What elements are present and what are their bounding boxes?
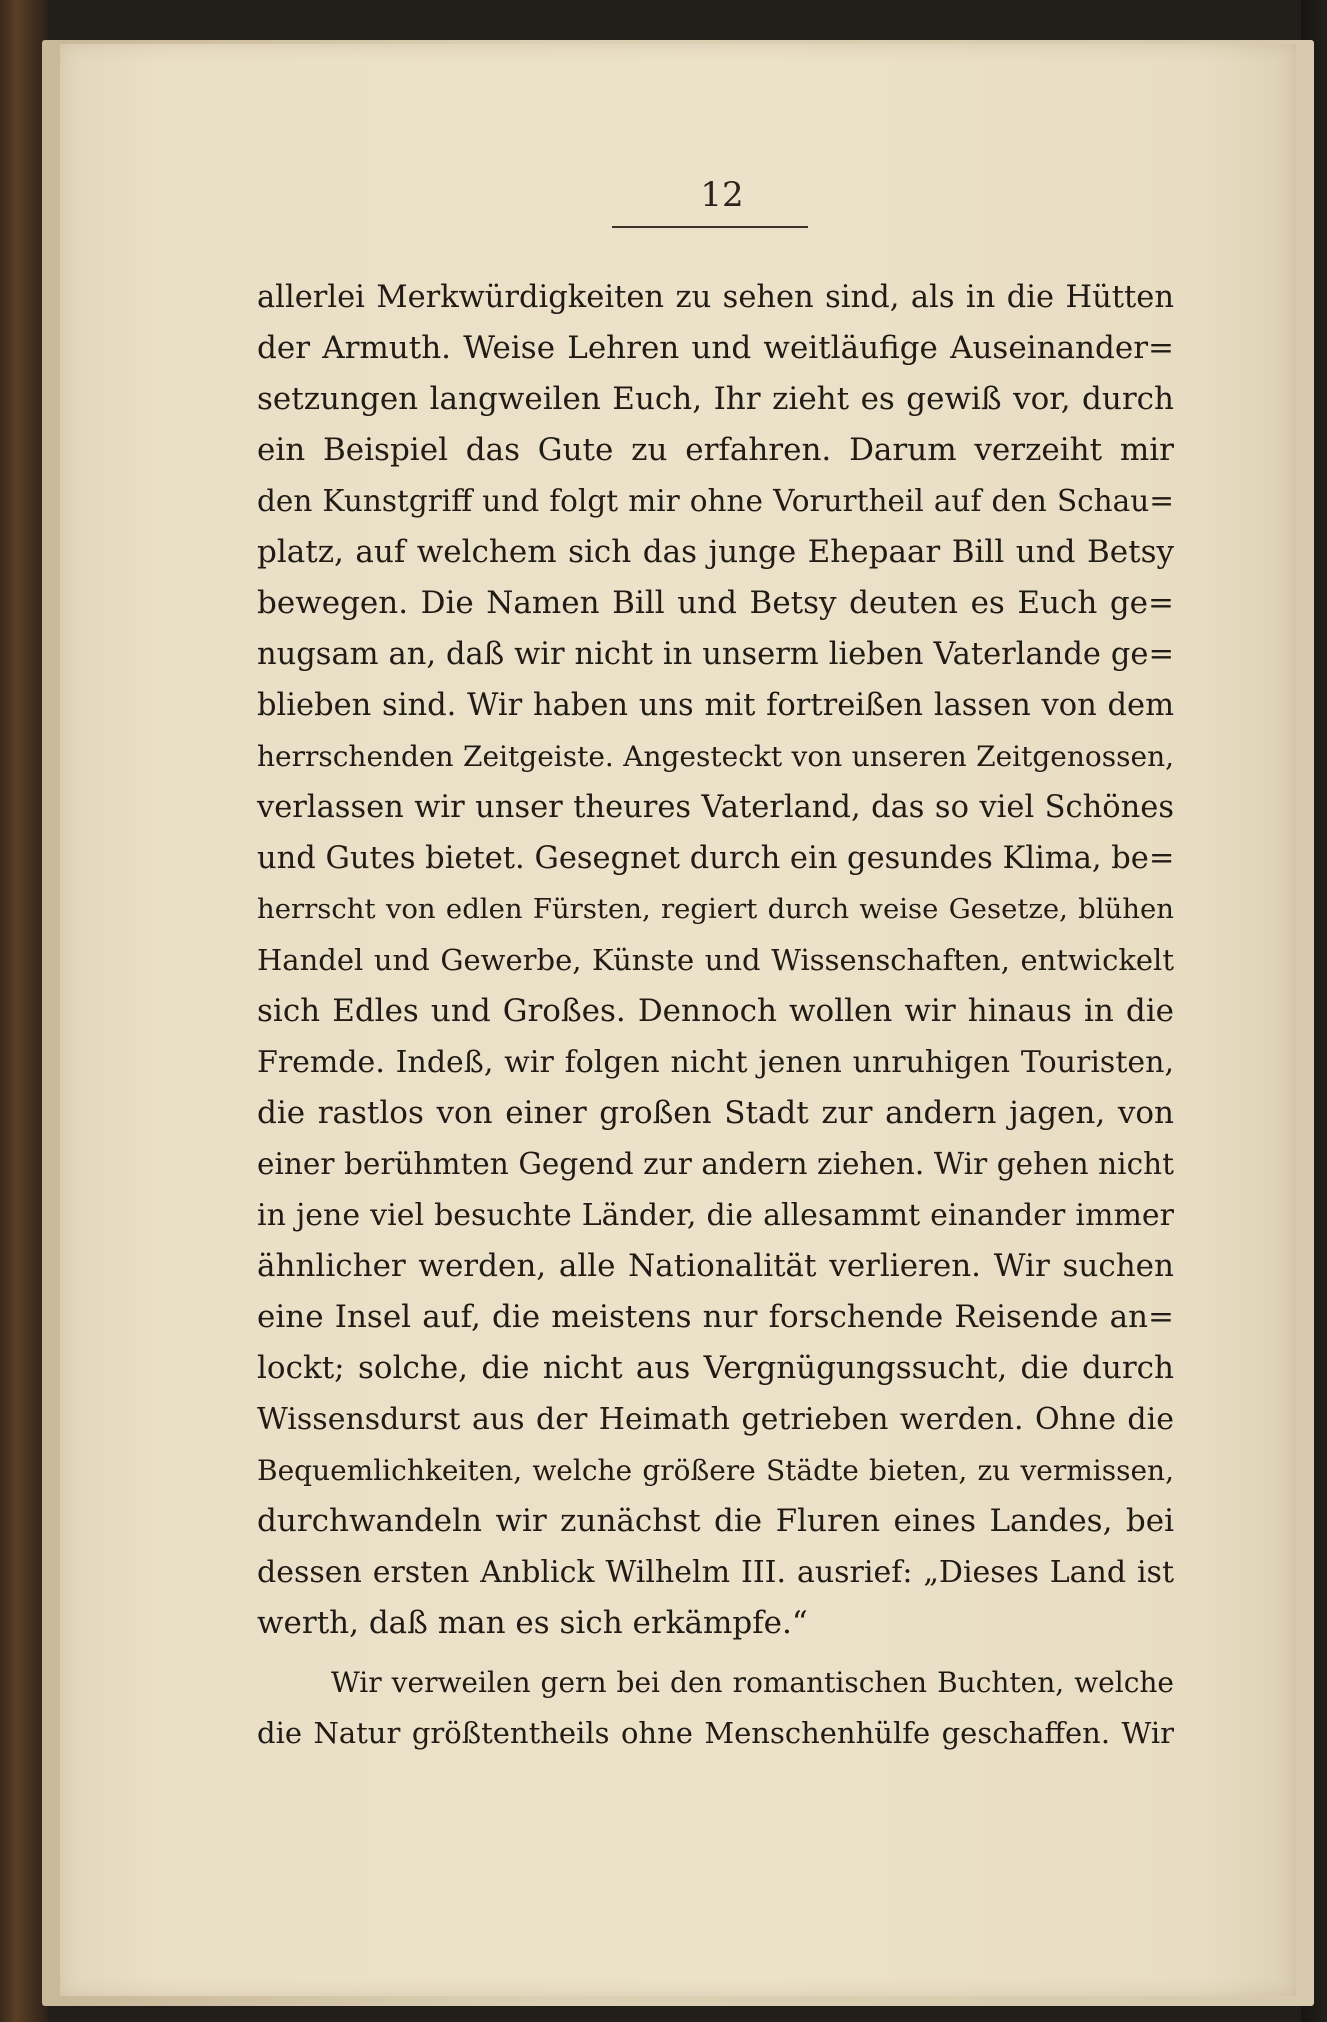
text-line: ähnlicher werden, alle Nationalität verlieren. Wir suchen	[257, 1248, 1174, 1284]
text-line: durchwandeln wir zunächst die Fluren eines Landes, bei	[257, 1503, 1174, 1539]
text-line: Wissensdurst aus der Heimath getrieben werden. Ohne die	[257, 1402, 1174, 1437]
text-line: lockt; solche, die nicht aus Vergnügungssucht, die durch	[257, 1350, 1174, 1386]
text-line: und Gutes bietet. Gesegnet durch ein gesundes Klima, be=	[257, 841, 1175, 876]
text-line: die Natur größtentheils ohne Menschenhülfe geschaffen. Wir	[257, 1716, 1174, 1750]
text-line: herrschenden Zeitgeiste. Angesteckt von unseren Zeitgenossen,	[257, 740, 1174, 773]
text-line: der Armuth. Weise Lehren und weitläufige Auseinander=	[257, 330, 1174, 366]
page-number-rule	[612, 226, 808, 228]
text-line: den Kunstgriff und folgt mir ohne Vorurtheil auf den Schau=	[257, 484, 1174, 518]
paragraph-gap	[257, 1649, 1174, 1657]
text-line: Fremde. Indeß, wir folgen nicht jenen unruhigen Touristen,	[257, 1045, 1174, 1080]
text-line-paragraph-end: werth, daß man es sich erkämpfe.“	[257, 1605, 808, 1641]
text-line: sich Edles und Großes. Dennoch wollen wir hinaus in die	[257, 993, 1174, 1029]
text-line: bewegen. Die Namen Bill und Betsy deuten es Euch ge=	[257, 585, 1174, 621]
page-body-text	[257, 272, 1174, 1759]
text-line: herrscht von edlen Fürsten, regiert durch weise Gesetze, blühen	[257, 893, 1174, 925]
text-line: dessen ersten Anblick Wilhelm III. ausrief: „Dieses Land ist	[257, 1555, 1174, 1590]
text-line: allerlei Merkwürdigkeiten zu sehen sind, als in die Hütten	[257, 280, 1174, 315]
book-spine-edge	[0, 0, 48, 2022]
text-line: nugsam an, daß wir nicht in unserm lieben Vaterlande ge=	[257, 637, 1174, 672]
text-line: platz, auf welchem sich das junge Ehepaar Bill und Betsy	[257, 534, 1174, 570]
text-line-paragraph-start: Wir verweilen gern bei den romantischen Buchten, welche	[331, 1666, 1174, 1699]
text-line: blieben sind. Wir haben uns mit fortreißen lassen von dem	[257, 688, 1174, 723]
text-line: verlassen wir unser theures Vaterland, das so viel Schönes	[257, 790, 1174, 825]
text-line: Bequemlichkeiten, welche größere Städte bieten, zu vermissen,	[257, 1454, 1174, 1487]
text-line: Handel und Gewerbe, Künste und Wissenschaften, entwickelt	[257, 943, 1174, 977]
text-line: einer berühmten Gegend zur andern ziehen. Wir gehen nicht	[257, 1147, 1174, 1181]
text-line: eine Insel auf, die meistens nur forschende Reisende an=	[257, 1299, 1174, 1335]
text-line: in jene viel besuchte Länder, die allesammt einander immer	[257, 1198, 1174, 1233]
text-line: die rastlos von einer großen Stadt zur andern jagen, von	[257, 1095, 1174, 1131]
page-number: 12	[700, 175, 744, 215]
text-line: setzungen langweilen Euch, Ihr zieht es gewiß vor, durch	[257, 381, 1174, 417]
text-line: ein Beispiel das Gute zu erfahren. Darum verzeiht mir	[257, 432, 1174, 468]
